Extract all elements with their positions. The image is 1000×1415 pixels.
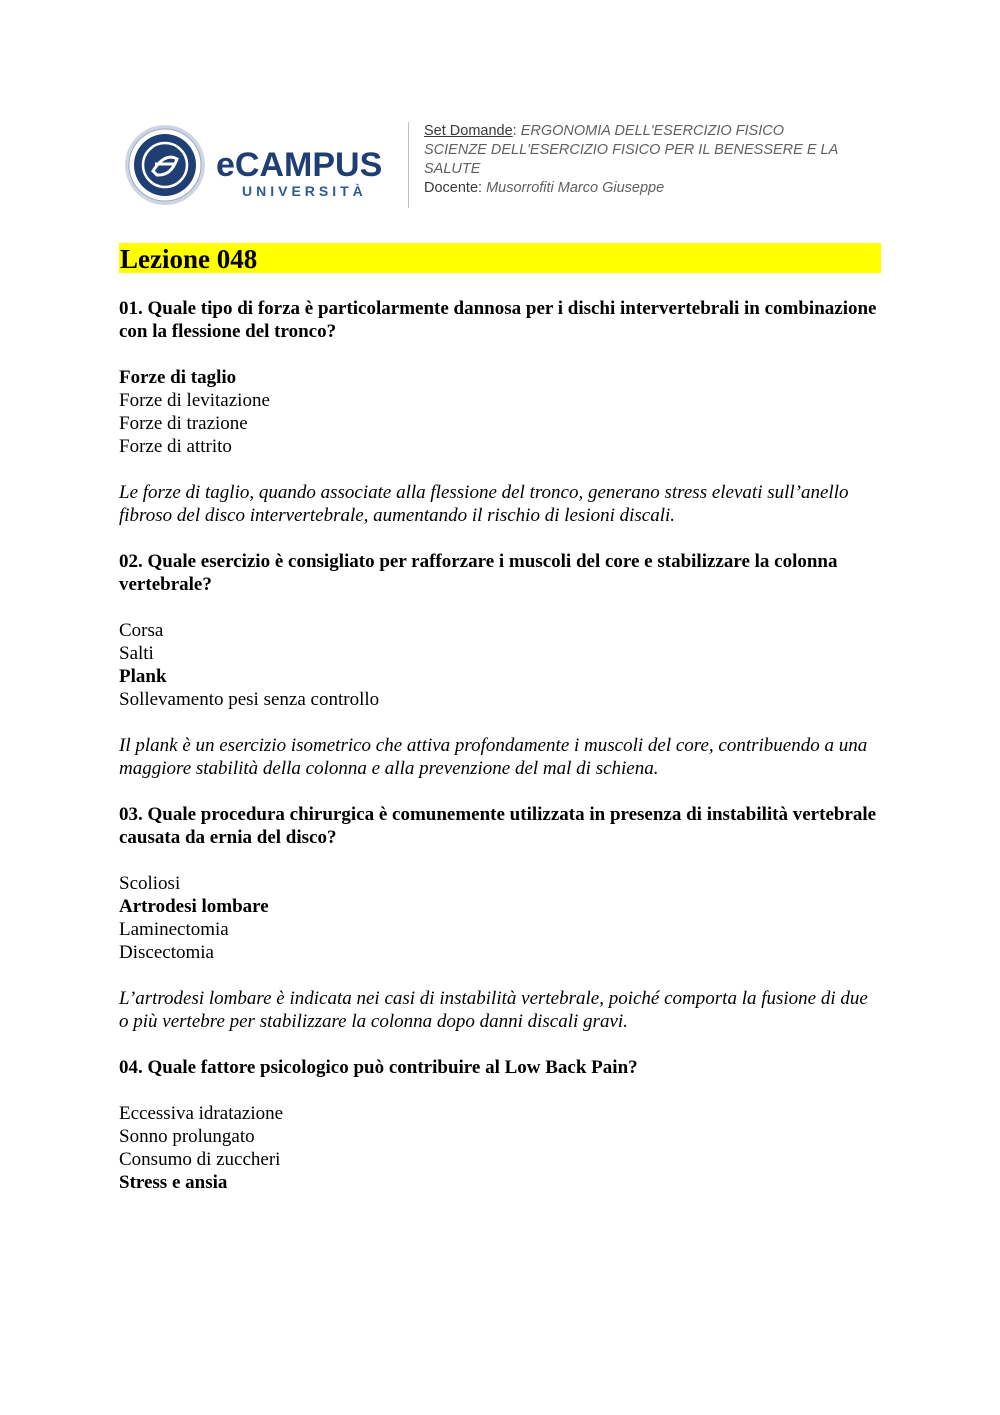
answer-option: Scoliosi [119,873,181,894]
question-title: 04. Quale fattore psicologico può contribuire al Low Back Pain? [119,1057,638,1078]
logo-name: eCAMPUS [216,146,383,184]
set-line: Set Domande: ERGONOMIA DELL'ESERCIZIO FISICO [424,123,785,139]
answer-option: Corsa [119,620,164,641]
answer-option: Laminectomia [119,919,229,940]
question-block [119,1056,881,1194]
answer-option: Sollevamento pesi senza controllo [119,689,380,710]
answer-option: Salti [119,643,154,664]
question-block [119,297,881,527]
question-block [119,550,881,780]
answer-option: Eccessiva idratazione [119,1103,284,1124]
teacher-line: Docente: Musorrofiti Marco Giuseppe [424,180,665,196]
answer-option: Discectomia [119,942,214,963]
answer-option-correct: Forze di taglio [119,367,237,388]
course-line-2: SALUTE [424,161,481,177]
question-title: 02. Quale esercizio è consigliato per rafforzare i muscoli del core e stabilizzare la colonna vertebrale? [119,551,838,595]
answer-option-correct: Plank [119,666,167,687]
answer-option: Sonno prolungato [119,1126,255,1147]
question-title: 03. Quale procedura chirurgica è comunemente utilizzata in presenza di instabilità vertebrale causata da ernia del disco? [119,804,877,848]
answer-option-correct: Artrodesi lombare [119,896,269,917]
answer-option-correct: Stress e ansia [119,1172,228,1193]
question-title: 01. Quale tipo di forza è particolarmente dannosa per i dischi intervertebrali in combinazione con la flessione del tronco? [119,298,877,342]
course-info [424,122,884,198]
set-label: Set Domande [424,123,513,139]
header-divider [408,122,409,208]
set-value: ERGONOMIA DELL'ESERCIZIO FISICO [520,123,785,139]
ecampus-wordmark-logo [216,144,426,204]
question-block [119,803,881,1033]
answer-option: Forze di trazione [119,413,248,434]
answer-option: Forze di attrito [119,436,232,457]
teacher-label: Docente [424,180,479,196]
answer-explanation: Le forze di taglio, quando associate alla flessione del tronco, generano stress elevati sull’anello fibroso del disco intervertebrale, aumentando il rischio di lesioni discali. [119,482,849,526]
lesson-title: Lezione 048 [119,243,881,273]
ecampus-seal-logo [124,124,206,206]
answer-explanation: Il plank è un esercizio isometrico che attiva profondamente i muscoli del core, contribuendo a una maggiore stabilità della colonna e alla prevenzione del mal di schiena. [119,735,868,779]
teacher-value: Musorrofiti Marco Giuseppe [486,180,665,196]
answer-option: Forze di levitazione [119,390,270,411]
course-line-1: SCIENZE DELL'ESERCIZIO FISICO PER IL BENESSERE E LA [424,142,839,158]
document-header [124,120,884,210]
answer-option: Consumo di zuccheri [119,1149,281,1170]
logo-sub: UNIVERSITÀ [242,183,367,199]
answer-explanation: L’artrodesi lombare è indicata nei casi di instabilità vertebrale, poiché comporta la fusione di due o più vertebre per stabilizzare la colonna dopo danni discali gravi. [119,988,868,1032]
document-body [119,243,881,1194]
